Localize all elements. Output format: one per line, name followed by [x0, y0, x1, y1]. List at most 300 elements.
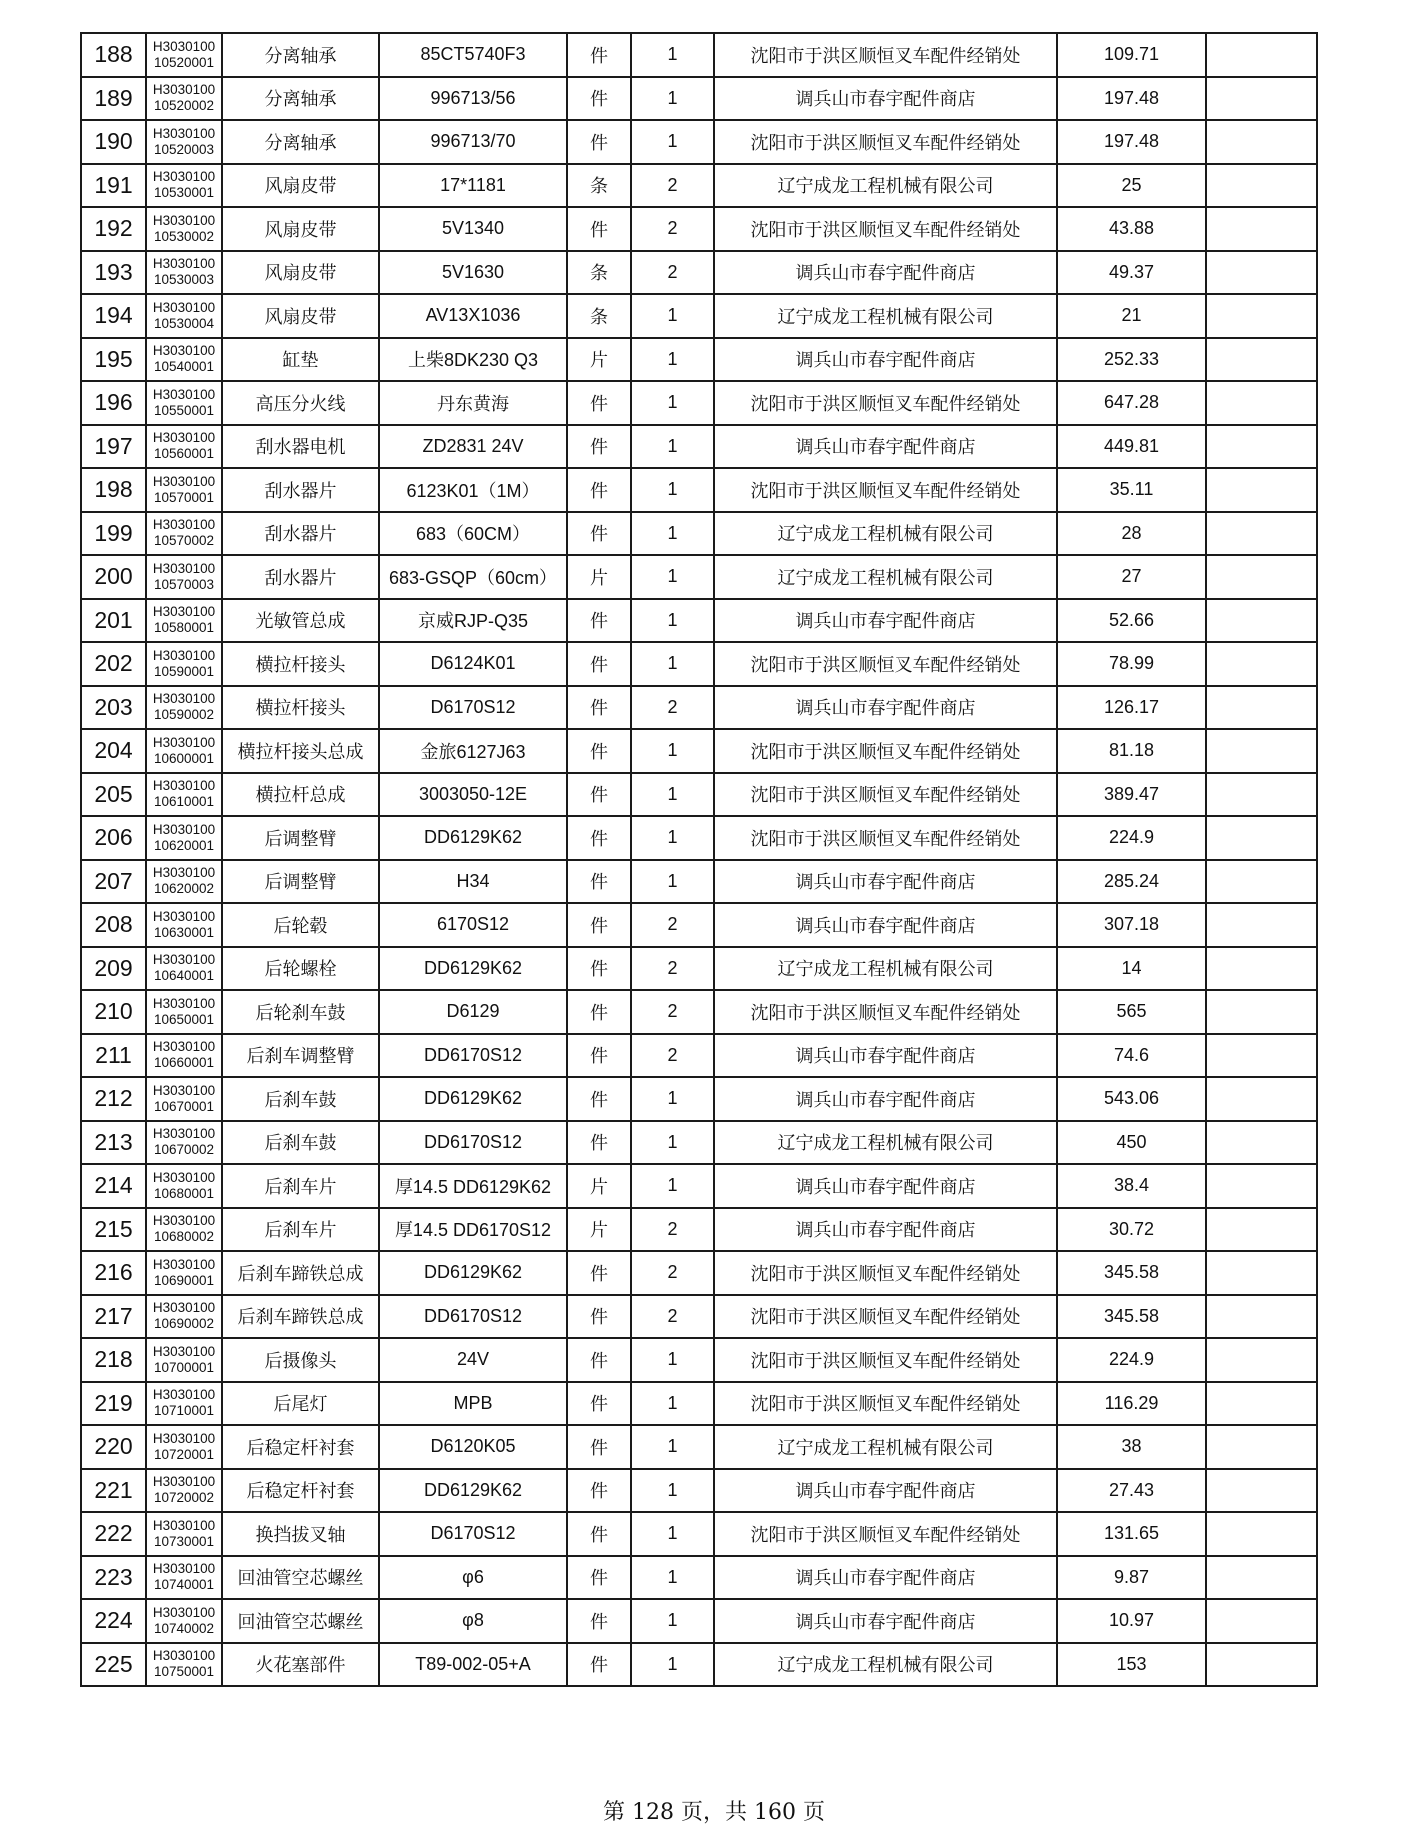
part-unit: 件: [567, 1382, 631, 1426]
unit-price: 81.18: [1057, 729, 1206, 773]
material-code-line-1: H3030100: [152, 1430, 216, 1446]
part-quantity: 2: [631, 947, 714, 991]
material-code-line-1: H3030100: [152, 169, 216, 185]
row-number: 214: [81, 1164, 146, 1208]
supplier-name: 沈阳市于洪区顺恒叉车配件经销处: [714, 33, 1057, 77]
row-number: 206: [81, 816, 146, 860]
unit-price: 27.43: [1057, 1469, 1206, 1513]
supplier-name: 调兵山市春宇配件商店: [714, 903, 1057, 947]
remark: [1206, 1121, 1317, 1165]
part-name: 分离轴承: [222, 120, 379, 164]
material-code-line-2: 10660001: [153, 1055, 215, 1071]
part-quantity: 2: [631, 1208, 714, 1252]
material-code: [146, 1251, 222, 1295]
table-row: [81, 120, 1317, 164]
part-unit: 件: [567, 686, 631, 730]
part-quantity: 2: [631, 686, 714, 730]
table-row: [81, 1034, 1317, 1078]
part-quantity: 1: [631, 1425, 714, 1469]
material-code-line-1: H3030100: [152, 734, 216, 750]
part-spec: 3003050-12E: [379, 773, 567, 817]
material-code-line-2: 10690002: [153, 1316, 215, 1332]
supplier-name: 调兵山市春宇配件商店: [714, 1556, 1057, 1600]
material-code: [146, 425, 222, 469]
part-spec: D6170S12: [379, 686, 567, 730]
supplier-name: 沈阳市于洪区顺恒叉车配件经销处: [714, 207, 1057, 251]
supplier-name: 沈阳市于洪区顺恒叉车配件经销处: [714, 468, 1057, 512]
material-code-line-1: H3030100: [152, 995, 216, 1011]
material-code-line-2: 10550001: [153, 402, 215, 418]
remark: [1206, 1077, 1317, 1121]
row-number: 198: [81, 468, 146, 512]
material-code: [146, 1556, 222, 1600]
material-code: [146, 1338, 222, 1382]
row-number: 225: [81, 1643, 146, 1687]
part-name: 刮水器片: [222, 512, 379, 556]
part-unit: 件: [567, 1295, 631, 1339]
material-code: [146, 381, 222, 425]
table-row: [81, 860, 1317, 904]
part-spec: 上柴8DK230 Q3: [379, 338, 567, 382]
part-quantity: 1: [631, 338, 714, 382]
material-code: [146, 207, 222, 251]
material-code-line-2: 10670002: [153, 1142, 215, 1158]
part-spec: 683-GSQP（60cm）: [379, 555, 567, 599]
material-code-line-1: H3030100: [152, 1169, 216, 1185]
part-unit: 件: [567, 1599, 631, 1643]
row-number: 191: [81, 164, 146, 208]
material-code: [146, 164, 222, 208]
part-name: 横拉杆接头总成: [222, 729, 379, 773]
material-code: [146, 77, 222, 121]
material-code: [146, 120, 222, 164]
material-code-line-2: 10570003: [153, 576, 215, 592]
supplier-name: 辽宁成龙工程机械有限公司: [714, 1425, 1057, 1469]
remark: [1206, 381, 1317, 425]
table-row: [81, 33, 1317, 77]
supplier-name: 调兵山市春宇配件商店: [714, 1599, 1057, 1643]
part-unit: 件: [567, 425, 631, 469]
material-code: [146, 251, 222, 295]
remark: [1206, 1425, 1317, 1469]
material-code-line-1: H3030100: [152, 1300, 216, 1316]
part-name: 横拉杆总成: [222, 773, 379, 817]
unit-price: 9.87: [1057, 1556, 1206, 1600]
material-code-line-2: 10700001: [153, 1359, 215, 1375]
unit-price: 543.06: [1057, 1077, 1206, 1121]
material-code: [146, 1469, 222, 1513]
material-code-line-1: H3030100: [152, 473, 216, 489]
material-code-line-2: 10650001: [153, 1011, 215, 1027]
row-number: 215: [81, 1208, 146, 1252]
supplier-name: 辽宁成龙工程机械有限公司: [714, 555, 1057, 599]
table-row: [81, 642, 1317, 686]
material-code-line-1: H3030100: [152, 1039, 216, 1055]
part-unit: 件: [567, 729, 631, 773]
supplier-name: 沈阳市于洪区顺恒叉车配件经销处: [714, 1382, 1057, 1426]
table-row: [81, 468, 1317, 512]
row-number: 188: [81, 33, 146, 77]
material-code-line-1: H3030100: [152, 125, 216, 141]
unit-price: 224.9: [1057, 816, 1206, 860]
material-code-line-1: H3030100: [152, 1474, 216, 1490]
part-name: 风扇皮带: [222, 164, 379, 208]
material-code-line-1: H3030100: [152, 1387, 216, 1403]
part-quantity: 1: [631, 1338, 714, 1382]
row-number: 213: [81, 1121, 146, 1165]
material-code-line-1: H3030100: [152, 386, 216, 402]
material-code: [146, 1077, 222, 1121]
part-quantity: 1: [631, 425, 714, 469]
unit-price: 450: [1057, 1121, 1206, 1165]
part-spec: MPB: [379, 1382, 567, 1426]
part-spec: DD6129K62: [379, 1469, 567, 1513]
table-row: [81, 1208, 1317, 1252]
part-unit: 件: [567, 1556, 631, 1600]
supplier-name: 沈阳市于洪区顺恒叉车配件经销处: [714, 1295, 1057, 1339]
remark: [1206, 947, 1317, 991]
table-row: [81, 1643, 1317, 1687]
table-row: [81, 425, 1317, 469]
table-row: [81, 77, 1317, 121]
supplier-name: 沈阳市于洪区顺恒叉车配件经销处: [714, 1251, 1057, 1295]
material-code-line-1: H3030100: [152, 256, 216, 272]
part-name: 后轮螺栓: [222, 947, 379, 991]
row-number: 219: [81, 1382, 146, 1426]
material-code-line-2: 10740001: [153, 1577, 215, 1593]
supplier-name: 调兵山市春宇配件商店: [714, 1077, 1057, 1121]
unit-price: 197.48: [1057, 120, 1206, 164]
supplier-name: 辽宁成龙工程机械有限公司: [714, 512, 1057, 556]
material-code: [146, 1295, 222, 1339]
part-name: 风扇皮带: [222, 207, 379, 251]
material-code: [146, 1512, 222, 1556]
material-code-line-2: 10740002: [153, 1620, 215, 1636]
table-row: [81, 381, 1317, 425]
part-name: 后刹车蹄铁总成: [222, 1295, 379, 1339]
material-code: [146, 294, 222, 338]
row-number: 195: [81, 338, 146, 382]
table-row: [81, 294, 1317, 338]
row-number: 193: [81, 251, 146, 295]
remark: [1206, 686, 1317, 730]
supplier-name: 调兵山市春宇配件商店: [714, 1034, 1057, 1078]
part-quantity: 1: [631, 1512, 714, 1556]
material-code: [146, 947, 222, 991]
material-code-line-1: H3030100: [152, 82, 216, 98]
part-unit: 件: [567, 773, 631, 817]
remark: [1206, 860, 1317, 904]
supplier-name: 调兵山市春宇配件商店: [714, 251, 1057, 295]
material-code-line-1: H3030100: [152, 647, 216, 663]
table-row: [81, 1077, 1317, 1121]
unit-price: 307.18: [1057, 903, 1206, 947]
table-row: [81, 1512, 1317, 1556]
material-code-line-1: H3030100: [152, 952, 216, 968]
part-unit: 件: [567, 207, 631, 251]
material-code: [146, 1208, 222, 1252]
part-spec: T89-002-05+A: [379, 1643, 567, 1687]
part-unit: 件: [567, 990, 631, 1034]
supplier-name: 调兵山市春宇配件商店: [714, 686, 1057, 730]
row-number: 210: [81, 990, 146, 1034]
row-number: 221: [81, 1469, 146, 1513]
unit-price: 285.24: [1057, 860, 1206, 904]
material-code: [146, 1121, 222, 1165]
part-spec: 996713/56: [379, 77, 567, 121]
part-spec: H34: [379, 860, 567, 904]
unit-price: 126.17: [1057, 686, 1206, 730]
part-unit: 件: [567, 1034, 631, 1078]
part-spec: 5V1340: [379, 207, 567, 251]
material-code-line-1: H3030100: [152, 1648, 216, 1664]
part-quantity: 1: [631, 773, 714, 817]
supplier-name: 沈阳市于洪区顺恒叉车配件经销处: [714, 816, 1057, 860]
material-code: [146, 1382, 222, 1426]
table-row: [81, 512, 1317, 556]
unit-price: 74.6: [1057, 1034, 1206, 1078]
material-code-line-2: 10520002: [153, 98, 215, 114]
material-code-line-2: 10590001: [153, 663, 215, 679]
remark: [1206, 1034, 1317, 1078]
material-code: [146, 990, 222, 1034]
material-code-line-2: 10570002: [153, 533, 215, 549]
table-row: [81, 1295, 1317, 1339]
part-quantity: 1: [631, 1121, 714, 1165]
row-number: 204: [81, 729, 146, 773]
remark: [1206, 207, 1317, 251]
part-name: 后轮刹车鼓: [222, 990, 379, 1034]
unit-price: 38: [1057, 1425, 1206, 1469]
remark: [1206, 251, 1317, 295]
unit-price: 116.29: [1057, 1382, 1206, 1426]
part-spec: DD6129K62: [379, 1077, 567, 1121]
part-spec: ZD2831 24V: [379, 425, 567, 469]
table-row: [81, 1164, 1317, 1208]
remark: [1206, 77, 1317, 121]
supplier-name: 调兵山市春宇配件商店: [714, 425, 1057, 469]
material-code: [146, 773, 222, 817]
supplier-name: 沈阳市于洪区顺恒叉车配件经销处: [714, 990, 1057, 1034]
remark: [1206, 1512, 1317, 1556]
part-spec: 京威RJP-Q35: [379, 599, 567, 643]
material-code-line-1: H3030100: [152, 517, 216, 533]
remark: [1206, 1556, 1317, 1600]
supplier-name: 辽宁成龙工程机械有限公司: [714, 1121, 1057, 1165]
part-unit: 件: [567, 1469, 631, 1513]
material-code-line-2: 10720002: [153, 1490, 215, 1506]
part-unit: 件: [567, 1512, 631, 1556]
material-code-line-2: 10530001: [153, 185, 215, 201]
material-code-line-1: H3030100: [152, 1517, 216, 1533]
unit-price: 197.48: [1057, 77, 1206, 121]
part-name: 回油管空芯螺丝: [222, 1556, 379, 1600]
table-row: [81, 1599, 1317, 1643]
remark: [1206, 164, 1317, 208]
part-name: 高压分火线: [222, 381, 379, 425]
material-code: [146, 555, 222, 599]
unit-price: 224.9: [1057, 1338, 1206, 1382]
part-quantity: 2: [631, 903, 714, 947]
table-row: [81, 338, 1317, 382]
material-code-line-1: H3030100: [152, 1082, 216, 1098]
remark: [1206, 1208, 1317, 1252]
material-code-line-2: 10720001: [153, 1446, 215, 1462]
material-code: [146, 686, 222, 730]
part-name: 后刹车片: [222, 1164, 379, 1208]
part-name: 后调整臂: [222, 860, 379, 904]
table-row: [81, 207, 1317, 251]
part-name: 后刹车蹄铁总成: [222, 1251, 379, 1295]
part-quantity: 2: [631, 1251, 714, 1295]
material-code-line-1: H3030100: [152, 299, 216, 315]
part-spec: DD6129K62: [379, 1251, 567, 1295]
part-name: 横拉杆接头: [222, 642, 379, 686]
part-spec: 6123K01（1M）: [379, 468, 567, 512]
part-unit: 件: [567, 120, 631, 164]
supplier-name: 沈阳市于洪区顺恒叉车配件经销处: [714, 1512, 1057, 1556]
row-number: 218: [81, 1338, 146, 1382]
row-number: 190: [81, 120, 146, 164]
unit-price: 43.88: [1057, 207, 1206, 251]
part-unit: 件: [567, 1338, 631, 1382]
table-row: [81, 1469, 1317, 1513]
part-quantity: 1: [631, 555, 714, 599]
unit-price: 25: [1057, 164, 1206, 208]
table-row: [81, 1251, 1317, 1295]
part-spec: 5V1630: [379, 251, 567, 295]
part-unit: 片: [567, 1208, 631, 1252]
part-quantity: 2: [631, 990, 714, 1034]
material-code-line-1: H3030100: [152, 1343, 216, 1359]
part-unit: 件: [567, 642, 631, 686]
unit-price: 14: [1057, 947, 1206, 991]
material-code-line-1: H3030100: [152, 865, 216, 881]
table-row: [81, 1382, 1317, 1426]
material-code-line-2: 10580001: [153, 620, 215, 636]
table-row: [81, 164, 1317, 208]
part-unit: 件: [567, 860, 631, 904]
part-spec: 金旅6127J63: [379, 729, 567, 773]
material-code: [146, 1164, 222, 1208]
material-code-line-1: H3030100: [152, 691, 216, 707]
row-number: 200: [81, 555, 146, 599]
material-code-line-2: 10640001: [153, 968, 215, 984]
unit-price: 345.58: [1057, 1251, 1206, 1295]
material-code-line-2: 10560001: [153, 446, 215, 462]
part-name: 后刹车鼓: [222, 1077, 379, 1121]
remark: [1206, 1251, 1317, 1295]
remark: [1206, 555, 1317, 599]
part-quantity: 2: [631, 1034, 714, 1078]
row-number: 211: [81, 1034, 146, 1078]
unit-price: 153: [1057, 1643, 1206, 1687]
unit-price: 49.37: [1057, 251, 1206, 295]
part-unit: 件: [567, 599, 631, 643]
remark: [1206, 990, 1317, 1034]
supplier-name: 沈阳市于洪区顺恒叉车配件经销处: [714, 642, 1057, 686]
material-code: [146, 903, 222, 947]
part-quantity: 1: [631, 381, 714, 425]
part-name: 后摄像头: [222, 1338, 379, 1382]
material-code-line-2: 10540001: [153, 359, 215, 375]
part-name: 刮水器片: [222, 468, 379, 512]
row-number: 208: [81, 903, 146, 947]
part-unit: 件: [567, 512, 631, 556]
remark: [1206, 1164, 1317, 1208]
material-code-line-2: 10730001: [153, 1533, 215, 1549]
row-number: 224: [81, 1599, 146, 1643]
material-code: [146, 1425, 222, 1469]
material-code: [146, 512, 222, 556]
remark: [1206, 1295, 1317, 1339]
supplier-name: 沈阳市于洪区顺恒叉车配件经销处: [714, 729, 1057, 773]
part-quantity: 1: [631, 1469, 714, 1513]
part-spec: DD6129K62: [379, 947, 567, 991]
part-spec: 683（60CM）: [379, 512, 567, 556]
remark: [1206, 1469, 1317, 1513]
table-row: [81, 773, 1317, 817]
part-name: 回油管空芯螺丝: [222, 1599, 379, 1643]
part-spec: DD6170S12: [379, 1121, 567, 1165]
part-quantity: 1: [631, 468, 714, 512]
part-quantity: 1: [631, 120, 714, 164]
material-code: [146, 599, 222, 643]
part-quantity: 1: [631, 642, 714, 686]
part-quantity: 2: [631, 164, 714, 208]
remark: [1206, 1643, 1317, 1687]
material-code-line-1: H3030100: [152, 38, 216, 54]
part-quantity: 2: [631, 207, 714, 251]
part-spec: D6124K01: [379, 642, 567, 686]
part-quantity: 1: [631, 729, 714, 773]
table-row: [81, 816, 1317, 860]
material-code-line-2: 10610001: [153, 794, 215, 810]
supplier-name: 辽宁成龙工程机械有限公司: [714, 947, 1057, 991]
unit-price: 28: [1057, 512, 1206, 556]
part-unit: 件: [567, 77, 631, 121]
supplier-name: 辽宁成龙工程机械有限公司: [714, 1643, 1057, 1687]
material-code-line-2: 10530002: [153, 228, 215, 244]
remark: [1206, 903, 1317, 947]
material-code-line-1: H3030100: [152, 212, 216, 228]
material-code-line-1: H3030100: [152, 343, 216, 359]
supplier-name: 调兵山市春宇配件商店: [714, 1164, 1057, 1208]
part-spec: DD6170S12: [379, 1295, 567, 1339]
table-row: [81, 1425, 1317, 1469]
part-spec: D6129: [379, 990, 567, 1034]
material-code: [146, 468, 222, 512]
part-unit: 条: [567, 251, 631, 295]
unit-price: 10.97: [1057, 1599, 1206, 1643]
part-name: 刮水器片: [222, 555, 379, 599]
material-code-line-2: 10520003: [153, 141, 215, 157]
remark: [1206, 512, 1317, 556]
unit-price: 389.47: [1057, 773, 1206, 817]
part-name: 后调整臂: [222, 816, 379, 860]
unit-price: 252.33: [1057, 338, 1206, 382]
material-code-line-2: 10600001: [153, 750, 215, 766]
part-spec: D6170S12: [379, 1512, 567, 1556]
part-unit: 件: [567, 1251, 631, 1295]
table-row: [81, 990, 1317, 1034]
parts-table: [80, 32, 1318, 1687]
remark: [1206, 1338, 1317, 1382]
part-name: 刮水器电机: [222, 425, 379, 469]
remark: [1206, 33, 1317, 77]
part-spec: 85CT5740F3: [379, 33, 567, 77]
page-footer: 第 128 页，共 160 页: [603, 1800, 825, 1825]
